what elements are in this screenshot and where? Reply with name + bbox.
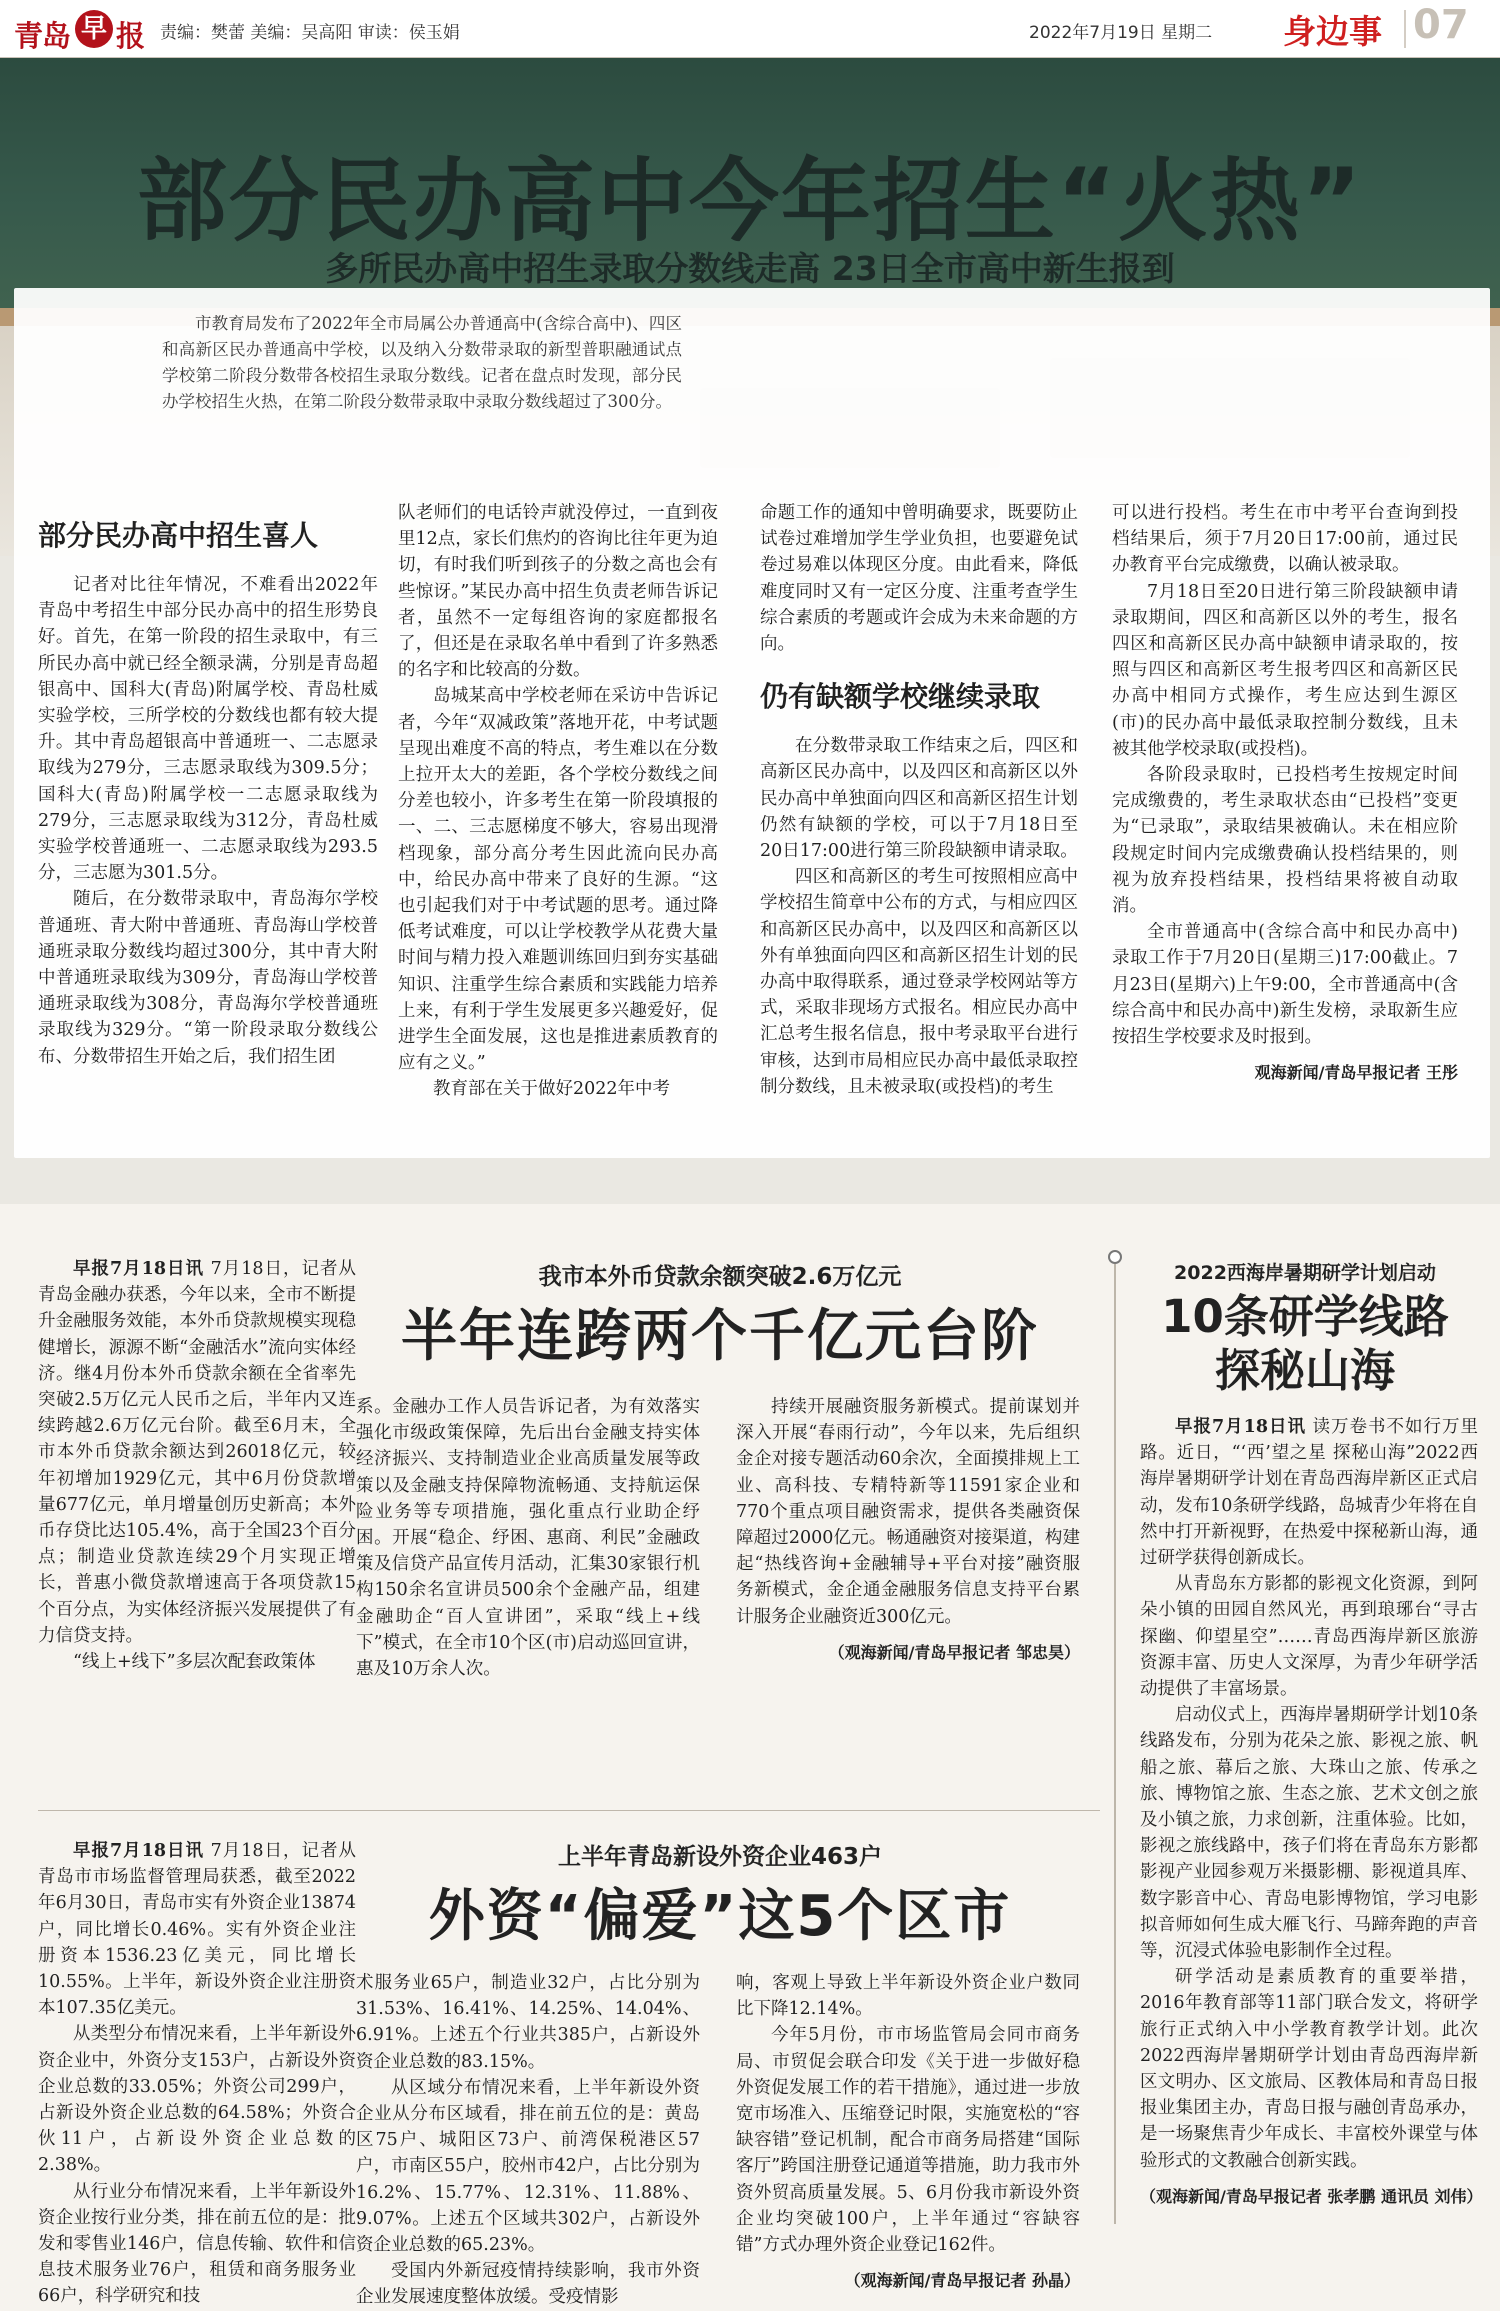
study-headline-line: 10条研学线路 <box>1161 1290 1449 1343</box>
byline: （观海新闻/青岛早报记者 邹忠昊） <box>828 1642 1080 1662</box>
feature-column-2 <box>398 500 718 1103</box>
body-paragraph: 岛城某高中学校老师在采访中告诉记者，今年“双减政策”落地开花，中考试题呈现出难度不高的特点，考生难以在分数上拉开太大的差距，各个学校分数线之间分差也较小，许多考生在第一阶段填报的一、二、三志愿梯度不够大，容易出现滑档现象，部分高分考生因此流向民办高中，给民办高中带来了良好的生源。“这也引起我们对于中考试题的思考。通过降低考试难度，可以让学校教学从花费大量时间与精力投入难题训练回归到夯实基础知识、注重学生综合素质和实践能力培养上来，有利于学生发展更多兴趣爱好，促进学生全面发展，这也是推进素质教育的应有之义。” <box>398 686 718 1074</box>
body-paragraph: 今年5月份，市市场监管局会同市商务局、市贸促会联合印发《关于进一步做好稳外资促发展工作的若干措施》，通过进一步放宽市场准入、压缩登记时限，实施宽松的“容缺容错”登记机制，配合市商务局搭建“国际客厅”跨国注册登记通道等措施，助力我市外资外贸高质量发展。5、6月份我市新设外资企业均突破100户，上半年通过“容缺容错”方式办理外资企业登记162件。 <box>736 2025 1080 2256</box>
page-number: 07 <box>1413 2 1469 48</box>
body-paragraph: 响，客观上导致上半年新设外资企业户数同比下降12.14%。 <box>736 1973 1080 2020</box>
feature-lead-paragraph: 市教育局发布了2022年全市局属公办普通高中(含综合高中)、四区和高新区民办普通高中学校，以及纳入分数带录取的新型普职融通试点学校第二阶段分数带各校招生录取分数线。记者在盘点时发现，部分民办学校招生火热，在第二阶段分数带录取中录取分数线超过了300分。 <box>162 314 682 411</box>
feature-column-4 <box>1112 500 1458 1083</box>
issue-date: 2022年7月19日 星期二 <box>1029 23 1213 43</box>
fdi-column-1 <box>38 1838 356 2310</box>
byline: 观海新闻/青岛早报记者 王彤 <box>1254 1063 1458 1083</box>
body-paragraph: 持续开展融资服务新模式。提前谋划并深入开展“春雨行动”，今年以来，先后组织金企对接专题活动60余次，全面摸排规上工业、高科技、专精特新等11591家企业和770个重点项目融资需求，提供各类融资保障超过2000亿元。畅通融资对接渠道，构建起“热线咨询+金融辅导+平台对接”融资服务新模式，金企通金融服务信息支持平台累计服务企业融资近300亿元。 <box>736 1397 1080 1627</box>
body-paragraph: 系。金融办工作人员告诉记者，为有效落实强化市级政策保障，先后出台金融支持实体经济振兴、支持制造业企业高质量发展等政策以及金融支持保障物流畅通、支持航运保险业务等专项措施，强化重点行业助企纾困。开展“稳企、纾困、惠商、利民”金融政策及信贷产品宣传月活动，汇集30家银行机构150余名宣讲员500余个金融产品，组建金融助企“百人宣讲团”，采取“线上+线下”模式，在全市10个区(市)启动巡回宣讲，惠及10万余人次。 <box>356 1397 700 1680</box>
feature-headline: 部分民办高中今年招生“火热” <box>136 149 1364 254</box>
newspaper-logo <box>14 8 154 53</box>
study-headline <box>1130 1290 1480 1398</box>
feature-column-1 <box>38 512 378 1070</box>
body-paragraph: 命题工作的通知中曾明确要求，既要防止试卷过难增加学生学业负担，也要避免试卷过易难以体现区分度。由此看来，降低难度同时又有一定区分度、注重考查学生综合素质的考题或许会成为未来命题的方向。 <box>760 503 1078 655</box>
body-paragraph: 研学活动是素质教育的重要举措，2016年教育部等11部门联合发文，将研学旅行正式纳入中小学教育教学计划。此次2022西海岸暑期研学计划由青岛西海岸新区文明办、区文旅局、区教体局和青岛日报报业集团主办，青岛日报与融创青岛承办，是一场聚焦青少年成长、丰富校外课堂与体验形式的文教融合创新实践。 <box>1140 1967 1478 2171</box>
feature-story <box>0 58 1500 1204</box>
body-paragraph: 早报7月18日讯 7月18日，记者从青岛金融办获悉，今年以来，全市不断提升金融服务效能，本外币贷款规模实现稳健增长，源源不断“金融活水”流向实体经济。继4月份本外币贷款余额在全省率先突破2.5万亿元人民币之后，半年内又连续跨越2.6万亿元台阶。截至6月末，全市本外币贷款余额达到26018亿元，较年初增加1929亿元，其中6月份贷款增量677亿元，单月增量创历史新高；本外币存贷比达105.4%，高于全国23个百分点；制造业贷款连续29个月实现正增长，普惠小微贷款增速高于各项贷款15个百分点，为实体经济振兴发展提供了有力信贷支持。 <box>38 1259 356 1646</box>
finance-headline: 半年连跨两个千亿元台阶 <box>401 1304 1039 1369</box>
body-paragraph: 在分数带录取工作结束之后，四区和高新区民办高中，以及四区和高新区以外民办高中单独面向四区和高新区招生计划仍然有缺额的学校，可以于7月18日至20日17:00进行第三阶段缺额申请录取。 <box>760 736 1078 862</box>
body-paragraph: 四区和高新区的考生可按照相应高中学校招生简章中公布的方式，与相应四区和高新区民办高中，以及四区和高新区以外有单独面向四区和高新区招生计划的民办高中取得联系，通过登录学校网站等方式，采取非现场方式报名。相应民办高中汇总考生报名信息，报中考录取平台进行审核，达到市局相应民办高中最低录取控制分数线，且未被录取(或投档)的考生 <box>760 867 1078 1097</box>
finance-column-1 <box>38 1256 356 1675</box>
fdi-headline: 外资“偏爱”这5个区市 <box>428 1884 1012 1949</box>
fdi-column-2 <box>356 1970 700 2311</box>
feature-subhead: 多所民办高中招生录取分数线走高 23日全市高中新生报到 <box>325 249 1175 288</box>
body-paragraph: 7月18日至20日进行第三阶段缺额申请录取期间，四区和高新区以外的考生，报名四区和高新区民办高中缺额申请录取的，按照与四区和高新区考生报考四区和高新区民办高中相同方式操作，考生应达到生源区(市)的民办高中最低录取控制分数线，且未被其他学校录取(或投档)。 <box>1112 581 1458 759</box>
body-paragraph: “线上+线下”多层次配套政策体 <box>73 1652 316 1673</box>
feature-column-3 <box>760 500 1078 1100</box>
body-paragraph: 早报7月18日讯 读万卷书不如行万里路。近日，“‘西’望之星 探秘山海”2022西海岸暑期研学计划在青岛西海岸新区正式启动，发布10条研学线路，岛城青少年将在自然中打开新视野，在热爱中探秘新山海，通过研学获得创新成长。 <box>1140 1417 1479 1569</box>
logo-text-zao: 早 <box>75 10 113 48</box>
body-paragraph: 术服务业65户，制造业32户，占比分别为31.53%、16.41%、14.25%、14.04%、6.91%。上述五个行业共385户，占新设外资企业总数的83.15%。 <box>356 1973 700 2072</box>
dateline: 早报7月18日讯 <box>73 1841 205 1861</box>
section-heading: 部分民办高中招生喜人 <box>38 519 319 552</box>
finance-kicker: 我市本外币贷款余额突破2.6万亿元 <box>538 1264 902 1290</box>
byline: （观海新闻/青岛早报记者 孙晶） <box>844 2271 1080 2291</box>
fdi-kicker: 上半年青岛新设外资企业463户 <box>557 1844 882 1870</box>
fdi-column-3 <box>736 1970 1080 2291</box>
logo-text-qingdao: 青岛 <box>14 19 71 53</box>
section-heading: 仍有缺额学校继续录取 <box>760 680 1041 714</box>
masthead <box>0 0 1500 58</box>
body-paragraph: 全市普通高中(含综合高中和民办高中)录取工作于7月20日(星期三)17:00截止。7月23日(星期六)上午9:00，全市普通高中(含综合高中和民办高中)新生发榜，录取新生应按招生学校要求及时报到。 <box>1112 922 1458 1048</box>
study-body <box>1140 1414 1483 2207</box>
body-paragraph: 记者对比往年情况，不难看出2022年青岛中考招生中部分民办高中的招生形势良好。首先，在第一阶段的招生录取中，有三所民办高中就已经全额录满，分别是青岛超银高中、国科大(青岛)附属学校、青岛杜威实验学校，三所学校的分数线也都有较大提升。其中青岛超银高中普通班一、二志愿录取线为279分，三志愿录取线为309.5分；国科大(青岛)附属学校一二志愿录取线为279分，三志愿录取线为312分，青岛杜威实验学校普通班一、二志愿录取线为293.5分，三志愿为301.5分。 <box>38 575 378 884</box>
column-divider <box>1114 1264 1116 2224</box>
body-paragraph: 教育部在关于做好2022年中考 <box>433 1079 671 1100</box>
header-divider <box>1404 10 1406 48</box>
body-paragraph: 从类型分布情况来看，上半年新设外资企业中，外资分支153户，占新设外资企业总数的33.05%；外资公司299户，占新设外资企业总数的64.58%；外资合伙11户，占新设外资企业总数的2.38%。 <box>38 2024 356 2176</box>
body-paragraph: 从青岛东方影都的影视文化资源，到阿朵小镇的田园自然风光，再到琅琊台“寻古探幽、仰望星空”……青岛西海岸新区旅游资源丰富、历史人文深厚，为青少年研学活动提供了丰富场景。 <box>1140 1574 1478 1700</box>
body-paragraph: 早报7月18日讯 7月18日，记者从青岛市市场监督管理局获悉，截至2022年6月30日，青岛市实有外资企业13874户，同比增长0.46%。实有外资企业注册资本1536.23亿美元，同比增长10.55%。上半年，新设外资企业注册资本107.35亿美元。 <box>38 1841 356 2019</box>
body-paragraph: 从区域分布情况来看，上半年新设外资企业从分布区域看，排在前五位的是：黄岛区75户、城阳区73户、前湾保税港区57户，市南区55户，胶州市42户，占比分别为16.2%、15.77%、12.31%、11.88%、9.07%。上述五个区域共302户，占新设外资企业总数的65.23%。 <box>356 2077 700 2256</box>
dateline: 早报7月18日讯 <box>73 1259 205 1279</box>
body-paragraph: 受国内外新冠疫情持续影响，我市外资企业发展速度整体放缓。受疫情影 <box>356 2261 700 2308</box>
story-separator <box>38 1810 1100 1811</box>
study-kicker: 2022西海岸暑期研学计划启动 <box>1174 1262 1436 1284</box>
dateline: 早报7月18日讯 <box>1175 1417 1306 1437</box>
body-paragraph: 可以进行投档。考生在市中考平台查询到投档结果后，须于7月20日17:00前，通过民办教育平台完成缴费，以确认被录取。 <box>1112 503 1458 576</box>
body-paragraph: 队老师们的电话铃声就没停过，一直到夜里12点，家长们焦灼的咨询比往年更为迫切，有时我们听到孩子的分数之高也会有些惊讶。”某民办高中招生负责老师告诉记者，虽然不一定每组咨询的家庭都报名了，但还是在录取名单中看到了许多熟悉的名字和比较高的分数。 <box>398 503 718 681</box>
bullet-circle-icon <box>1108 1250 1122 1264</box>
body-paragraph: 随后，在分数带录取中，青岛海尔学校普通班、青大附中普通班、青岛海山学校普通班录取分数线均超过300分，其中青大附中普通班录取线为309分，青岛海山学校普通班录取线为308分，青岛海尔学校普通班录取线为329分。“第一阶段录取分数线公布、分数带招生开始之后，我们招生团 <box>38 889 378 1067</box>
body-paragraph: 启动仪式上，西海岸暑期研学计划10条线路发布，分别为花朵之旅、影视之旅、帆船之旅、幕后之旅、大珠山之旅、传承之旅、博物馆之旅、生态之旅、艺术文创之旅及小镇之旅，力求创新，注重体验。比如，影视之旅线路中，孩子们将在青岛东方影都影视产业园参观万米摄影棚、影视道具库、数字影音中心、青岛电影博物馆，学习电影拟音师如何生成大雁飞行、马蹄奔跑的声音等，沉浸式体验电影制作全过程。 <box>1140 1705 1478 1962</box>
logo-text-bao: 报 <box>116 19 146 53</box>
body-paragraph: 从行业分布情况来看，上半年新设外资企业按行业分类，排在前五位的是：批发和零售业146户，信息传输、软件和信息技术服务业76户，租赁和商务服务业66户，科学研究和技 <box>38 2181 356 2307</box>
body-paragraph: 各阶段录取时，已投档考生按规定时间完成缴费的，考生录取状态由“已投档”变更为“已录取”，录取结果被确认。未在相应阶段规定时间内完成缴费确认投档结果的，则视为放弃投档结果，投档结果将被自动取消。 <box>1112 765 1458 917</box>
study-headline-line: 探秘山海 <box>1214 1344 1395 1397</box>
finance-column-3 <box>736 1394 1080 1663</box>
section-title: 身边事 <box>1283 12 1382 51</box>
byline: （观海新闻/青岛早报记者 张孝鹏 通讯员 刘伟） <box>1140 2186 1483 2206</box>
finance-column-2 <box>356 1394 700 1682</box>
editor-credits: 责编：樊蕾 美编：吴高阳 审读：侯玉娟 <box>160 23 460 43</box>
